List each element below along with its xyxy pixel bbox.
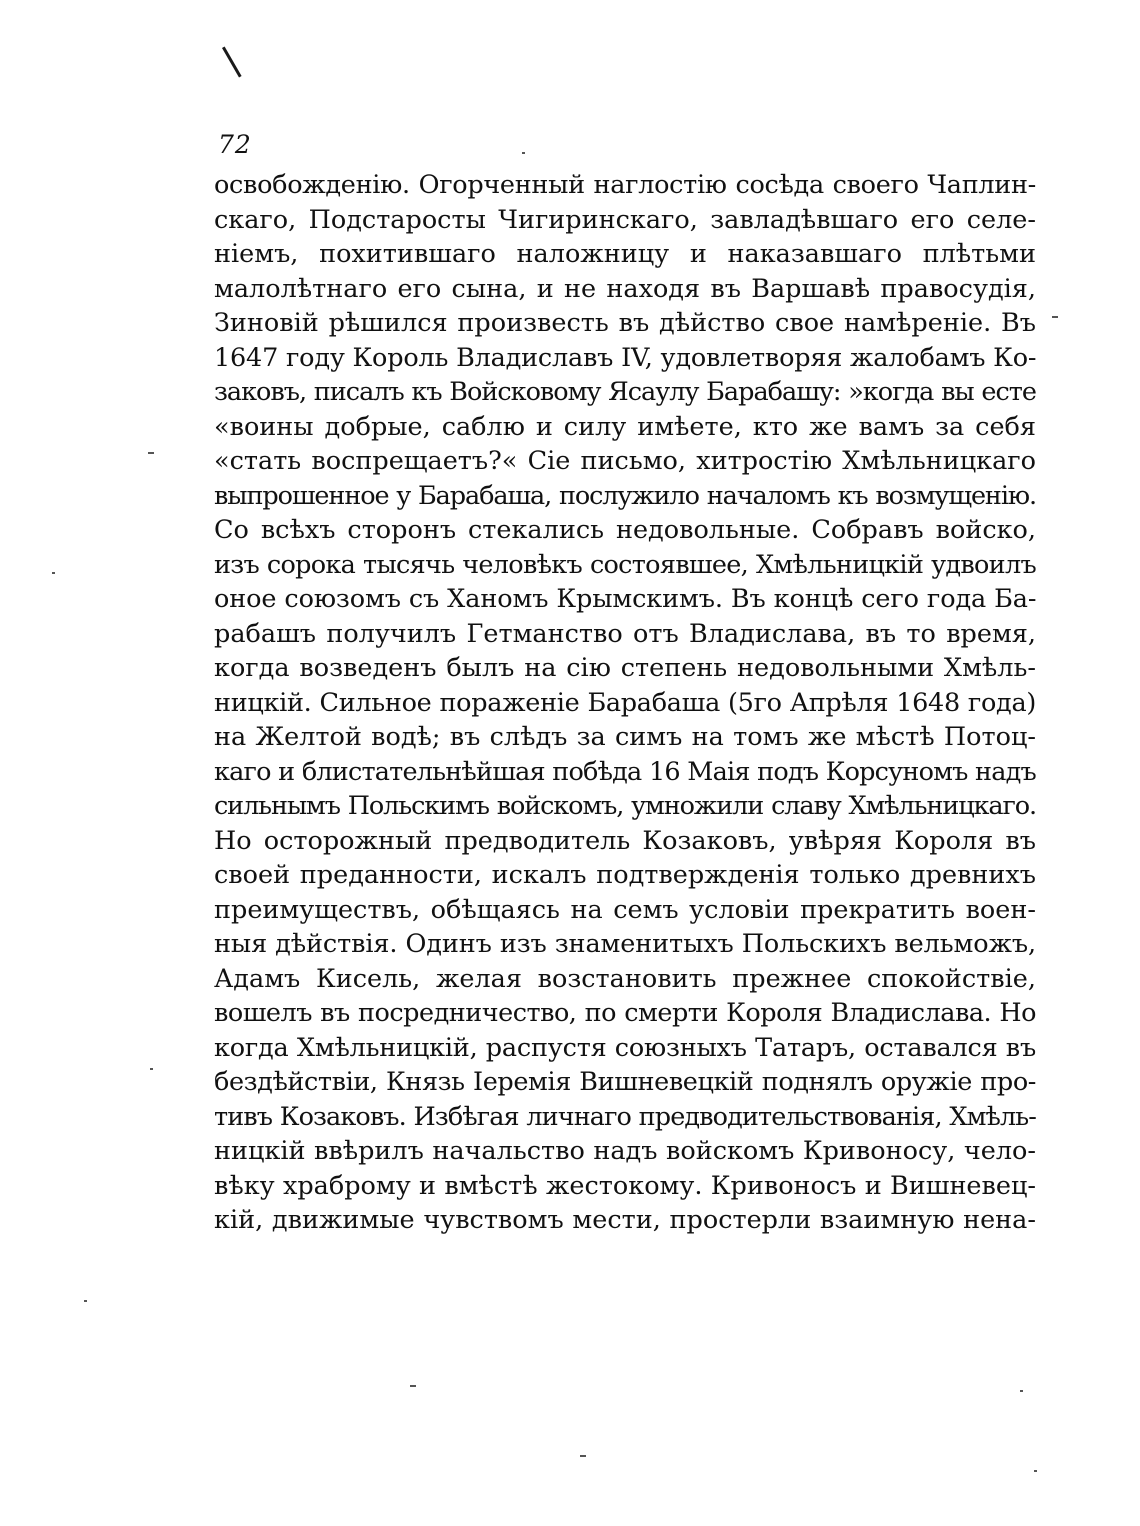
text-line: вѣку храброму и вмѣстѣ жестокому. Кривоносъ и Вишневец- bbox=[214, 1170, 1036, 1201]
text-line: рабашъ получилъ Гетманство отъ Владислава, въ то время, bbox=[214, 618, 1036, 649]
text-line: ныя дѣйствія. Одинъ изъ знаменитыхъ Польскихъ вельможъ, bbox=[214, 929, 1036, 959]
text-line: выпрошенное у Барабаша, послужило началомъ къ возмущенію. bbox=[214, 480, 1036, 511]
text-line: кій, движимые чувствомъ мести, простерли взаимную нена- bbox=[214, 1205, 1036, 1235]
text-line: Со всѣхъ сторонъ стекались недовольные. Собравъ войско, bbox=[214, 515, 1036, 545]
scan-speck bbox=[84, 1300, 87, 1302]
text-line: сильнымъ Польскимъ войскомъ, умножили славу Хмѣльницкаго. bbox=[214, 791, 1036, 821]
text-line: малолѣтнаго его сына, и не находя въ Варшавѣ правосудія, bbox=[214, 273, 1036, 304]
text-line: скаго, Подстаросты Чигиринскаго, завладѣвшаго его селе- bbox=[214, 204, 1036, 235]
scan-speck bbox=[150, 1068, 153, 1070]
text-line: каго и блистательнѣйшая побѣда 16 Маія подъ Корсуномъ надъ bbox=[214, 756, 1036, 787]
text-line: бездѣйствіи, Князь Іеремія Вишневецкій поднялъ оружіе про- bbox=[214, 1067, 1036, 1097]
scan-speck bbox=[1052, 316, 1058, 318]
text-line: Адамъ Кисель, желая возстановить прежнее спокойствіе, bbox=[214, 963, 1036, 994]
scan-speck bbox=[522, 152, 525, 154]
text-line: вошелъ въ посредничество, по смерти Короля Владислава. Но bbox=[214, 998, 1036, 1028]
text-line: ницкій. Сильное пораженіе Барабаша (5го Апрѣля 1648 года) bbox=[214, 687, 1036, 718]
margin-mark bbox=[222, 47, 242, 78]
text-line: ницкій ввѣрилъ начальство надъ войскомъ Кривоносу, чело- bbox=[214, 1136, 1036, 1166]
text-line: преимуществъ, обѣщаясь на семъ условіи прекратить воен- bbox=[214, 894, 1036, 925]
text-line: когда возведенъ былъ на сію степень недовольными Хмѣль- bbox=[214, 653, 1036, 683]
scan-speck bbox=[410, 1385, 416, 1387]
scan-speck bbox=[1034, 1470, 1037, 1472]
text-line: своей преданности, искалъ подтвержденія только древнихъ bbox=[214, 860, 1036, 890]
text-line: изъ сорока тысячь человѣкъ состоявшее, Хмѣльницкій удвоилъ bbox=[214, 549, 1036, 580]
text-line: Но осторожный предводитель Козаковъ, увѣряя Короля въ bbox=[214, 825, 1036, 856]
text-line: Зиновій рѣшился произвесть въ дѣйство свое намѣреніе. Въ bbox=[214, 308, 1036, 338]
text-line: оное союзомъ съ Ханомъ Крымскимъ. Въ концѣ сего года Ба- bbox=[214, 584, 1037, 614]
page-number: 72 bbox=[218, 130, 252, 159]
text-line: на Желтой водѣ; въ слѣдъ за симъ на томъ же мѣстѣ Потоц- bbox=[214, 722, 1036, 752]
text-line: когда Хмѣльницкій, распустя союзныхъ Татаръ, оставался въ bbox=[214, 1032, 1036, 1063]
scan-speck bbox=[580, 1455, 586, 1457]
scan-speck bbox=[148, 452, 154, 454]
page-text bbox=[214, 168, 1036, 1238]
text-line: «воины добрые, саблю и силу имѣете, кто же вамъ за себя bbox=[214, 411, 1036, 442]
text-line: заковъ, писалъ къ Войсковому Ясаулу Барабашу: »когда вы есте bbox=[214, 377, 1036, 407]
text-line: тивъ Козаковъ. Избѣгая личнаго предводительствованія, Хмѣль- bbox=[214, 1101, 1036, 1132]
text-line: ніемъ, похитившаго наложницу и наказавшаго плѣтьми bbox=[214, 239, 1036, 269]
text-line: «стать воспрещаетъ?« Сіе письмо, хитростію Хмѣльницкаго bbox=[214, 446, 1036, 476]
scan-speck bbox=[1020, 1390, 1023, 1392]
scan-speck bbox=[52, 572, 55, 574]
text-line: освобожденію. Огорченный наглостію сосѣда своего Чаплин- bbox=[214, 170, 1036, 200]
text-line: 1647 году Король Владиславъ IV, удовлетворяя жалобамъ Ко- bbox=[214, 342, 1037, 373]
